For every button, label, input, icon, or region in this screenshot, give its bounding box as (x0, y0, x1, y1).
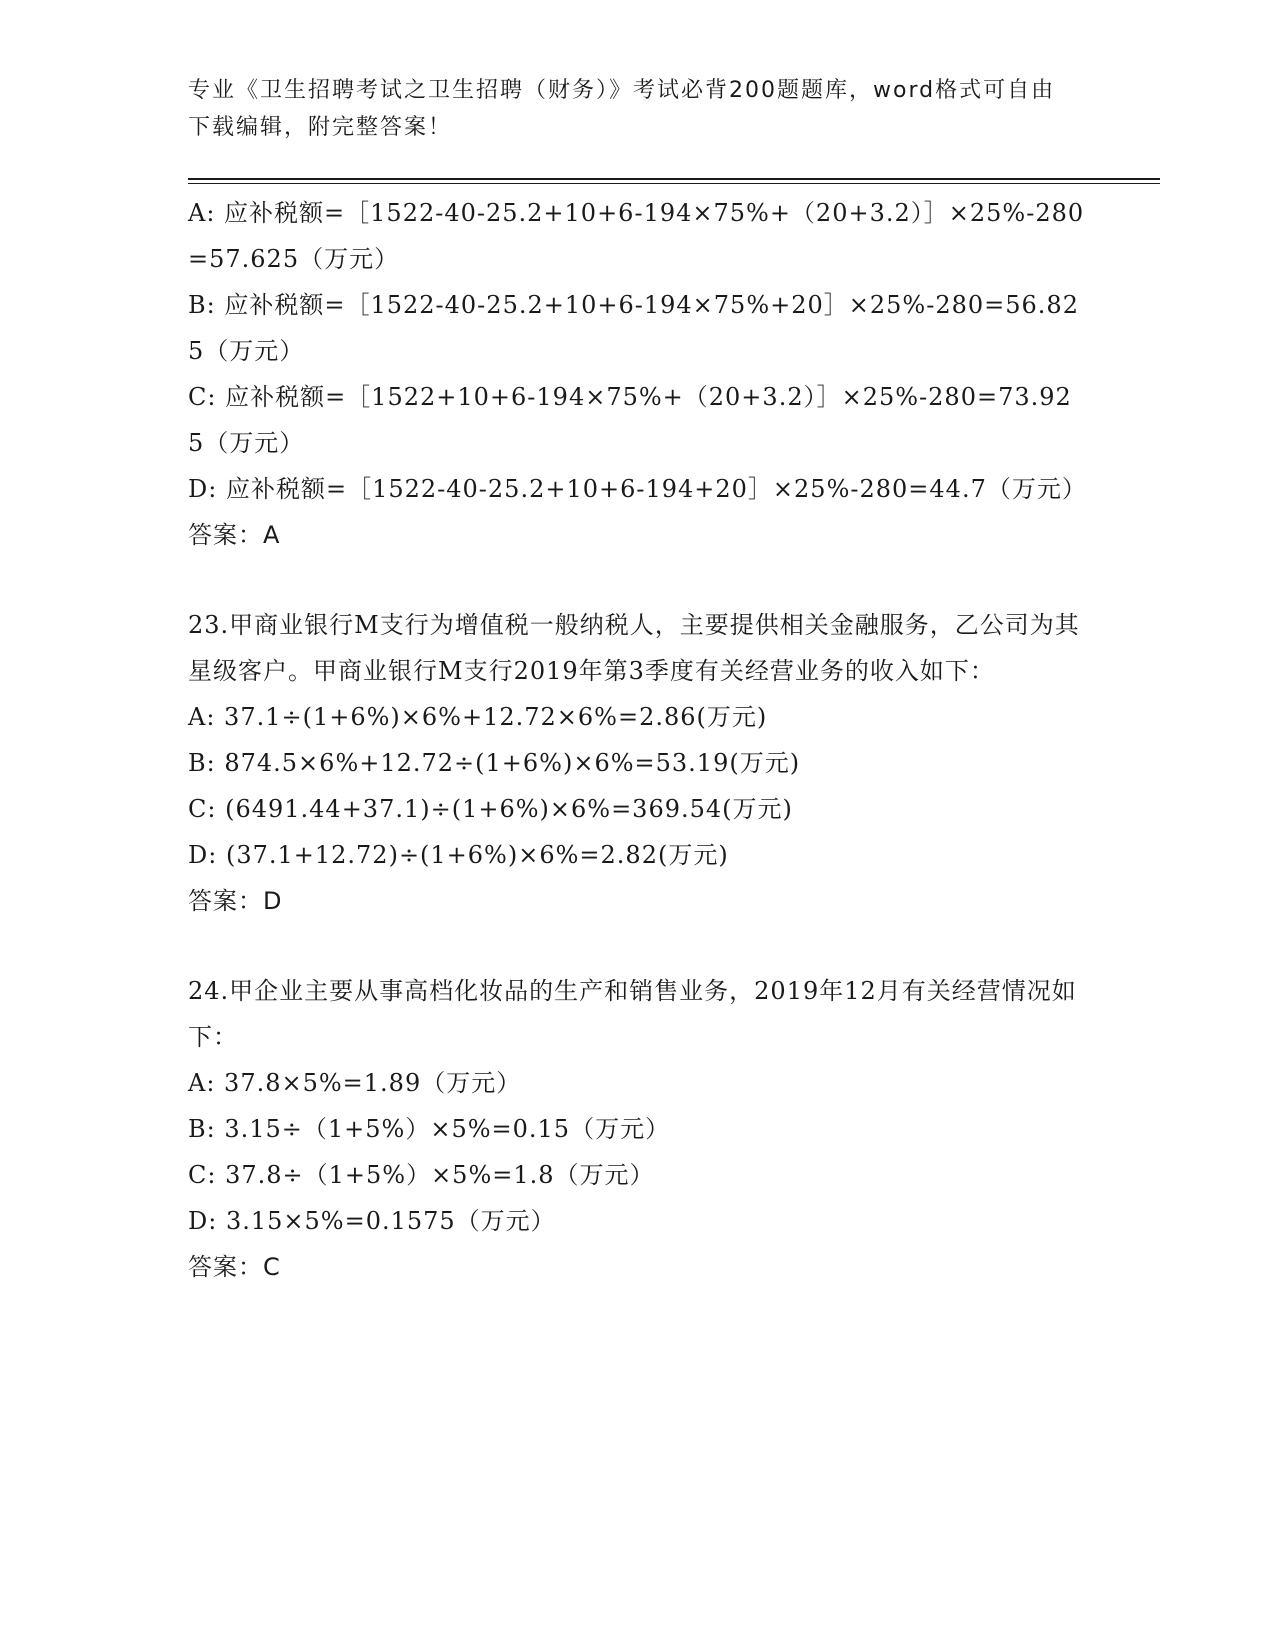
q22-option-d: D: 应补税额=［1522-40-25.2+10+6-194+20］×25%-280=44.7（万元） (188, 475, 1087, 503)
header-divider-thin (188, 183, 1160, 184)
q22-answer: 答案：A (188, 521, 281, 549)
q23-stem: 23.甲商业银行M支行为增值税一般纳税人，主要提供相关金融服务，乙公司为其星级客户。甲商业银行M支行2019年第3季度有关经营业务的收入如下： (188, 611, 1080, 685)
q22-option-b: B: 应补税额=［1522-40-25.2+10+6-194×75%+20］×25%-280=56.825（万元） (188, 291, 1079, 365)
question-23-block (188, 602, 1088, 924)
q24-answer: 答案：C (188, 1253, 281, 1281)
q23-answer: 答案：D (188, 887, 283, 915)
q24-option-b: B: 3.15÷（1+5%）×5%=0.15（万元） (188, 1115, 671, 1143)
q22-option-c: C: 应补税额=［1522+10+6-194×75%+（20+3.2）］×25%-280=73.925（万元） (188, 383, 1072, 457)
q24-option-c: C: 37.8÷（1+5%）×5%=1.8（万元） (188, 1161, 655, 1189)
document-body (188, 190, 1088, 1290)
header-title: 专业《卫生招聘考试之卫生招聘（财务）》考试必背200题题库，word格式可自由下载编辑，附完整答案！ (188, 78, 1056, 140)
q23-option-c: C: (6491.44+37.1)÷(1+6%)×6%=369.54(万元) (188, 795, 793, 823)
q23-option-a: A: 37.1÷(1+6%)×6%+12.72×6%=2.86(万元) (188, 703, 768, 731)
q23-option-d: D: (37.1+12.72)÷(1+6%)×6%=2.82(万元) (188, 841, 729, 869)
question-22-block (188, 190, 1088, 558)
q24-option-d: D: 3.15×5%=0.1575（万元） (188, 1207, 556, 1235)
document-header (188, 72, 1068, 146)
header-divider-thick (188, 178, 1160, 180)
q24-option-a: A: 37.8×5%=1.89（万元） (188, 1069, 522, 1097)
q24-stem: 24.甲企业主要从事高档化妆品的生产和销售业务，2019年12月有关经营情况如下： (188, 977, 1077, 1051)
q23-option-b: B: 874.5×6%+12.72÷(1+6%)×6%=53.19(万元) (188, 749, 801, 777)
q22-option-a: A: 应补税额=［1522-40-25.2+10+6-194×75%+（20+3.2）］×25%-280=57.625（万元） (188, 199, 1085, 273)
question-24-block (188, 968, 1088, 1290)
